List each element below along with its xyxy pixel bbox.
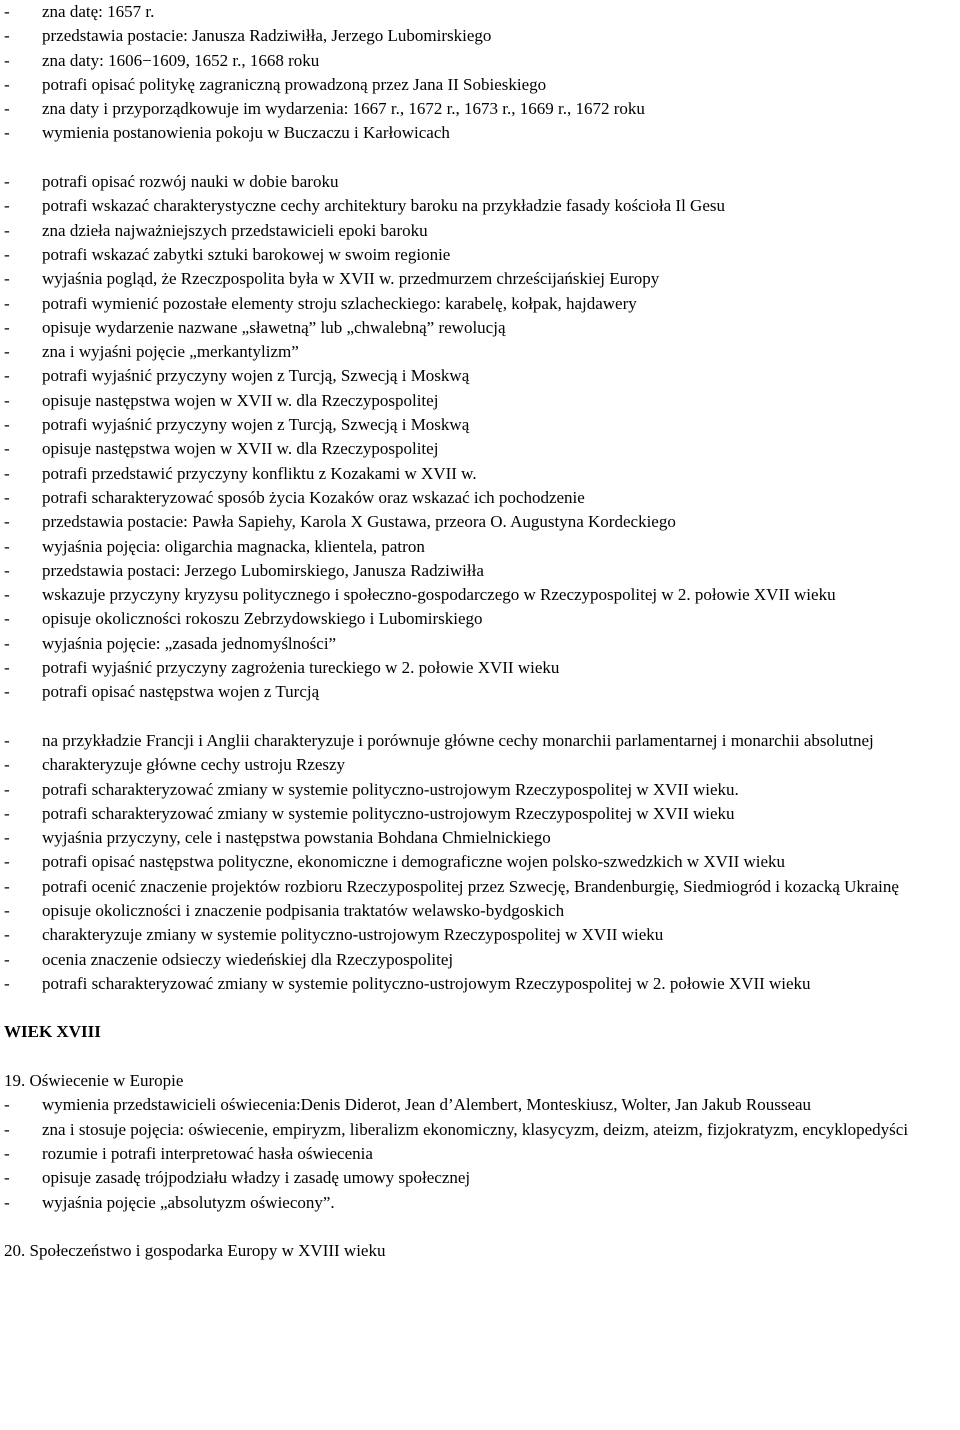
- list-item: [4, 49, 958, 73]
- list-item: [4, 535, 958, 559]
- list-item: [4, 778, 958, 802]
- list-item: [4, 1191, 958, 1215]
- list-item: [4, 24, 958, 48]
- list-item: [4, 899, 958, 923]
- list-item: [4, 656, 958, 680]
- bullet-dash: -: [4, 1192, 10, 1212]
- blank-line: [4, 1045, 958, 1069]
- bullet-dash: -: [4, 1095, 10, 1115]
- bullet-dash: -: [4, 172, 10, 192]
- list-item-text: potrafi opisać następstwa polityczne, ekonomiczne i demograficzne wojen polsko-szwedzkich w XVII wieku: [42, 852, 786, 872]
- list-item-text: potrafi scharakteryzować sposób życia Kozaków oraz wskazać ich pochodzenie: [42, 487, 585, 507]
- list-item: [4, 680, 958, 704]
- list-item-text: zna daty i przyporządkowuje im wydarzenia: 1667 r., 1672 r., 1673 r., 1669 r., 1672 roku: [42, 99, 645, 119]
- bullet-dash: -: [4, 852, 10, 872]
- list-item-text: zna i stosuje pojęcia: oświecenie, empiryzm, liberalizm ekonomiczny, klasycyzm, deizm, ateizm, fizjokratyzm, encyklopedyści: [42, 1119, 909, 1139]
- list-item-text: wskazuje przyczyny kryzysu politycznego i społeczno-gospodarczego w Rzeczypospolitej w 2. połowie XVII wieku: [42, 585, 836, 605]
- bullet-dash: -: [4, 487, 10, 507]
- bullet-dash: -: [4, 876, 10, 896]
- blank-line: [4, 705, 958, 729]
- bullet-dash: -: [4, 463, 10, 483]
- bullet-dash: -: [4, 123, 10, 143]
- section-title: 19. Oświecenie w Europie: [4, 1071, 184, 1091]
- list-item-text: potrafi wskazać zabytki sztuki barokowej w swoim regionie: [42, 244, 451, 264]
- list-item-text: potrafi opisać rozwój nauki w dobie baroku: [42, 172, 339, 192]
- bullet-dash: -: [4, 585, 10, 605]
- list-item-text: charakteryzuje zmiany w systemie polityczno-ustrojowym Rzeczypospolitej w XVII wieku: [42, 925, 664, 945]
- list-item: [4, 219, 958, 243]
- bullet-dash: -: [4, 1168, 10, 1188]
- list-item: [4, 389, 958, 413]
- list-item-text: wymienia postanowienia pokoju w Buczaczu i Karłowicach: [42, 123, 450, 143]
- list-item-text: wymienia przedstawicieli oświecenia:Denis Diderot, Jean d’Alembert, Monteskiusz, Wolter, Jan Jakub Rousseau: [42, 1095, 812, 1115]
- list-item-text: wyjaśnia pogląd, że Rzeczpospolita była w XVII w. przedmurzem chrześcijańskiej Europy: [42, 269, 660, 289]
- list-item-text: potrafi wyjaśnić przyczyny wojen z Turcją, Szwecją i Moskwą: [42, 415, 470, 435]
- bullet-dash: -: [4, 99, 10, 119]
- bullet-dash: -: [4, 366, 10, 386]
- bullet-dash: -: [4, 512, 10, 532]
- list-item: [4, 972, 958, 996]
- bullet-dash: -: [4, 658, 10, 678]
- bullet-dash: -: [4, 74, 10, 94]
- list-item: [4, 73, 958, 97]
- list-item-text: opisuje następstwa wojen w XVII w. dla Rzeczypospolitej: [42, 439, 439, 459]
- list-item-text: potrafi ocenić znaczenie projektów rozbioru Rzeczypospolitej przez Szwecję, Brandenburgię, Siedmiogród i kozacką Ukrainę: [42, 876, 899, 896]
- list-item: [4, 632, 958, 656]
- list-item: [4, 948, 958, 972]
- list-item-text: zna daty: 1606−1609, 1652 r., 1668 roku: [42, 50, 320, 70]
- list-item-text: opisuje okoliczności rokoszu Zebrzydowskiego i Lubomirskiego: [42, 609, 483, 629]
- list-item-text: wyjaśnia pojęcia: oligarchia magnacka, klientela, patron: [42, 536, 425, 556]
- list-item-text: charakteryzuje główne cechy ustroju Rzeszy: [42, 755, 346, 775]
- list-item-text: opisuje wydarzenie nazwane „sławetną” lub „chwalebną” rewolucją: [42, 317, 506, 337]
- list-item-text: zna i wyjaśni pojęcie „merkantylizm”: [42, 342, 299, 362]
- list-item: [4, 1142, 958, 1166]
- list-item: [4, 559, 958, 583]
- list-item-text: rozumie i potrafi interpretować hasła oświecenia: [42, 1143, 373, 1163]
- bullet-dash: -: [4, 730, 10, 750]
- list-item-text: zna datę: 1657 r.: [42, 2, 155, 21]
- list-item-text: potrafi wyjaśnić przyczyny wojen z Turcją, Szwecją i Moskwą: [42, 366, 470, 386]
- list-item: [4, 923, 958, 947]
- bullet-dash: -: [4, 244, 10, 264]
- bullet-dash: -: [4, 682, 10, 702]
- list-item-text: przedstawia postaci: Jerzego Lubomirskiego, Janusza Radziwiłła: [42, 560, 484, 580]
- list-item: [4, 462, 958, 486]
- bullet-dash: -: [4, 925, 10, 945]
- bullet-dash: -: [4, 342, 10, 362]
- bullet-dash: -: [4, 1119, 10, 1139]
- list-item: [4, 875, 958, 899]
- list-item: [4, 1093, 958, 1117]
- list-item-text: zna dzieła najważniejszych przedstawicieli epoki baroku: [42, 220, 428, 240]
- list-item: [4, 1118, 958, 1142]
- bullet-dash: -: [4, 949, 10, 969]
- list-item: [4, 510, 958, 534]
- blank-line: [4, 1215, 958, 1239]
- blank-line: [4, 146, 958, 170]
- list-item-text: potrafi opisać politykę zagraniczną prowadzoną przez Jana II Sobieskiego: [42, 74, 547, 94]
- bullet-dash: -: [4, 828, 10, 848]
- list-item: [4, 486, 958, 510]
- bullet-dash: -: [4, 317, 10, 337]
- bullet-dash: -: [4, 536, 10, 556]
- list-item-text: potrafi scharakteryzować zmiany w systemie polityczno-ustrojowym Rzeczypospolitej w 2. połowie XVII wieku: [42, 973, 811, 993]
- bullet-dash: -: [4, 633, 10, 653]
- list-item-text: potrafi przedstawić przyczyny konfliktu z Kozakami w XVII w.: [42, 463, 477, 483]
- list-item-text: potrafi wymienić pozostałe elementy stroju szlacheckiego: karabelę, kołpak, hajdawery: [42, 293, 637, 313]
- list-item: [4, 267, 958, 291]
- bullet-dash: -: [4, 755, 10, 775]
- bullet-dash: -: [4, 439, 10, 459]
- bullet-dash: -: [4, 220, 10, 240]
- list-item: [4, 753, 958, 777]
- bullet-dash: -: [4, 50, 10, 70]
- section-title: 20. Społeczeństwo i gospodarka Europy w XVIII wieku: [4, 1241, 386, 1261]
- bullet-dash: -: [4, 2, 10, 21]
- list-item-text: potrafi opisać następstwa wojen z Turcją: [42, 682, 320, 702]
- list-item: [4, 170, 958, 194]
- list-item-text: przedstawia postacie: Janusza Radziwiłła, Jerzego Lubomirskiego: [42, 26, 492, 46]
- list-item-text: potrafi wyjaśnić przyczyny zagrożenia tureckiego w 2. połowie XVII wieku: [42, 658, 560, 678]
- list-item-text: opisuje okoliczności i znaczenie podpisania traktatów welawsko-bydgoskich: [42, 900, 565, 920]
- list-item-text: opisuje następstwa wojen w XVII w. dla Rzeczypospolitej: [42, 390, 439, 410]
- list-item: [4, 316, 958, 340]
- list-item: [4, 121, 958, 145]
- list-item-text: na przykładzie Francji i Anglii charakteryzuje i porównuje główne cechy monarchii parlamentarnej i monarchii absolutnej: [42, 730, 874, 750]
- list-item: [4, 802, 958, 826]
- bullet-dash: -: [4, 196, 10, 216]
- bullet-dash: -: [4, 415, 10, 435]
- list-item-text: potrafi scharakteryzować zmiany w systemie polityczno-ustrojowym Rzeczypospolitej w XVII wieku: [42, 803, 735, 823]
- list-item: [4, 607, 958, 631]
- list-item-text: wyjaśnia pojęcie „absolutyzm oświecony”.: [42, 1192, 335, 1212]
- bullet-dash: -: [4, 293, 10, 313]
- bullet-dash: -: [4, 900, 10, 920]
- list-item: [4, 729, 958, 753]
- bullet-dash: -: [4, 779, 10, 799]
- bullet-dash: -: [4, 973, 10, 993]
- list-item-text: opisuje zasadę trójpodziału władzy i zasadę umowy społecznej: [42, 1168, 471, 1188]
- blank-line: [4, 996, 958, 1020]
- list-item: [4, 826, 958, 850]
- list-item: [4, 583, 958, 607]
- list-item-text: potrafi scharakteryzować zmiany w systemie polityczno-ustrojowym Rzeczypospolitej w XVII wieku.: [42, 779, 739, 799]
- bullet-dash: -: [4, 26, 10, 46]
- bullet-dash: -: [4, 560, 10, 580]
- list-item: [4, 413, 958, 437]
- list-item-text: ocenia znaczenie odsieczy wiedeńskiej dla Rzeczypospolitej: [42, 949, 454, 969]
- bullet-dash: -: [4, 1143, 10, 1163]
- bullet-dash: -: [4, 803, 10, 823]
- bullet-dash: -: [4, 390, 10, 410]
- bullet-dash: -: [4, 609, 10, 629]
- list-item: [4, 292, 958, 316]
- list-item: [4, 850, 958, 874]
- list-item: [4, 340, 958, 364]
- list-item: [4, 0, 958, 24]
- list-item: [4, 1166, 958, 1190]
- list-item-text: wyjaśnia pojęcie: „zasada jednomyślności”: [42, 633, 337, 653]
- list-item: [4, 97, 958, 121]
- document-page: [4, 0, 958, 1263]
- bullet-dash: -: [4, 269, 10, 289]
- section-heading: WIEK XVIII: [4, 1022, 101, 1042]
- list-item: [4, 437, 958, 461]
- list-item: [4, 243, 958, 267]
- list-item: [4, 364, 958, 388]
- list-item: [4, 194, 958, 218]
- list-item-text: wyjaśnia przyczyny, cele i następstwa powstania Bohdana Chmielnickiego: [42, 828, 551, 848]
- list-item-text: przedstawia postacie: Pawła Sapiehy, Karola X Gustawa, przeora O. Augustyna Kordeckiego: [42, 512, 676, 532]
- list-item-text: potrafi wskazać charakterystyczne cechy architektury baroku na przykładzie fasady kościoła Il Gesu: [42, 196, 725, 216]
